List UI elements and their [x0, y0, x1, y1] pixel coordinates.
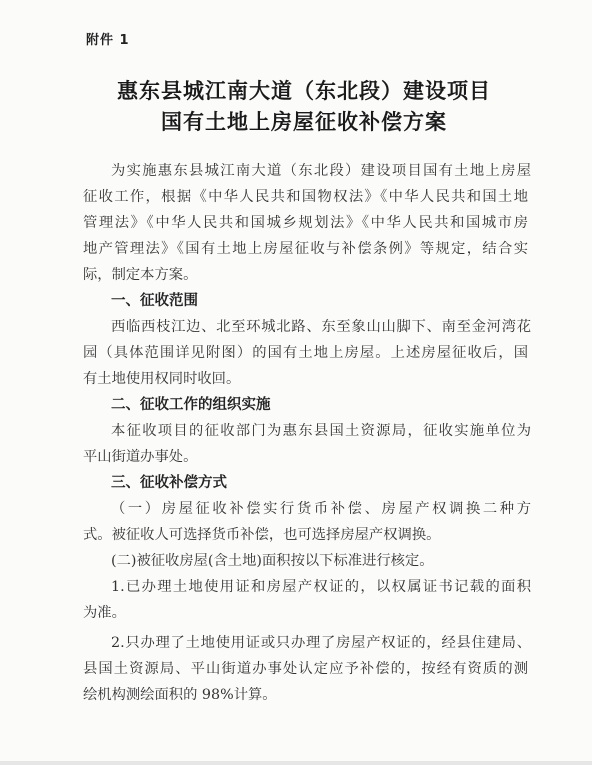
attachment-label: 附件 1 — [86, 33, 130, 48]
document-title-line2: 国有土地上房屋征收补偿方案 — [161, 109, 447, 134]
section-line: 绘机构测绘面积的 98%计算。 — [83, 687, 277, 703]
section-heading-scope: 一、征收范围 — [111, 293, 198, 309]
section-line: 本征收项目的征收部门为惠东县国土资源局，征收实施单位为 — [111, 423, 531, 439]
intro-line: 际，制定本方案。 — [83, 267, 198, 283]
intro-line: 征收工作，根据《中华人民共和国物权法》《中华人民共和国土地 — [83, 189, 528, 205]
section-line: 园（具体范围详见附图）的国有土地上房屋。上述房屋征收后，国 — [83, 345, 528, 361]
section-line: 有土地使用权同时收回。 — [83, 371, 241, 387]
intro-line: 为实施惠东县城江南大道（东北段）建设项目国有土地上房屋 — [111, 163, 531, 179]
section-line: 西临西枝江边、北至环城北路、东至象山山脚下、南至金河湾花 — [111, 319, 531, 335]
section-line: 县国土资源局、平山街道办事处认定应予补偿的，按经有资质的测 — [83, 661, 528, 677]
section-line: 式。被征收人可选择货币补偿，也可选择房屋产权调换。 — [83, 527, 441, 543]
section-line: 2.只办理了土地使用证或只办理了房屋产权证的，经县住建局、 — [111, 635, 531, 651]
section-line: 为准。 — [83, 605, 126, 621]
document-title-line1: 惠东县城江南大道（东北段）建设项目 — [117, 78, 491, 103]
section-line: 平山街道办事处。 — [83, 449, 198, 465]
intro-line: 地产管理法》《国有土地上房屋征收与补偿条例》等规定，结合实 — [83, 241, 528, 257]
intro-line: 管理法》《中华人民共和国城乡规划法》《中华人民共和国城市房 — [83, 215, 528, 231]
section-line: (二)被征收房屋(含土地)面积按以下标准进行核定。 — [111, 553, 434, 569]
section-line: （一）房屋征收补偿实行货币补偿、房屋产权调换二种方 — [111, 501, 531, 517]
section-heading-compensation: 三、征收补偿方式 — [111, 475, 227, 491]
section-heading-organization: 二、征收工作的组织实施 — [111, 397, 271, 413]
page-bottom-edge — [0, 761, 592, 765]
section-line: 1.已办理土地使用证和房屋产权证的，以权属证书记载的面积 — [111, 579, 531, 595]
